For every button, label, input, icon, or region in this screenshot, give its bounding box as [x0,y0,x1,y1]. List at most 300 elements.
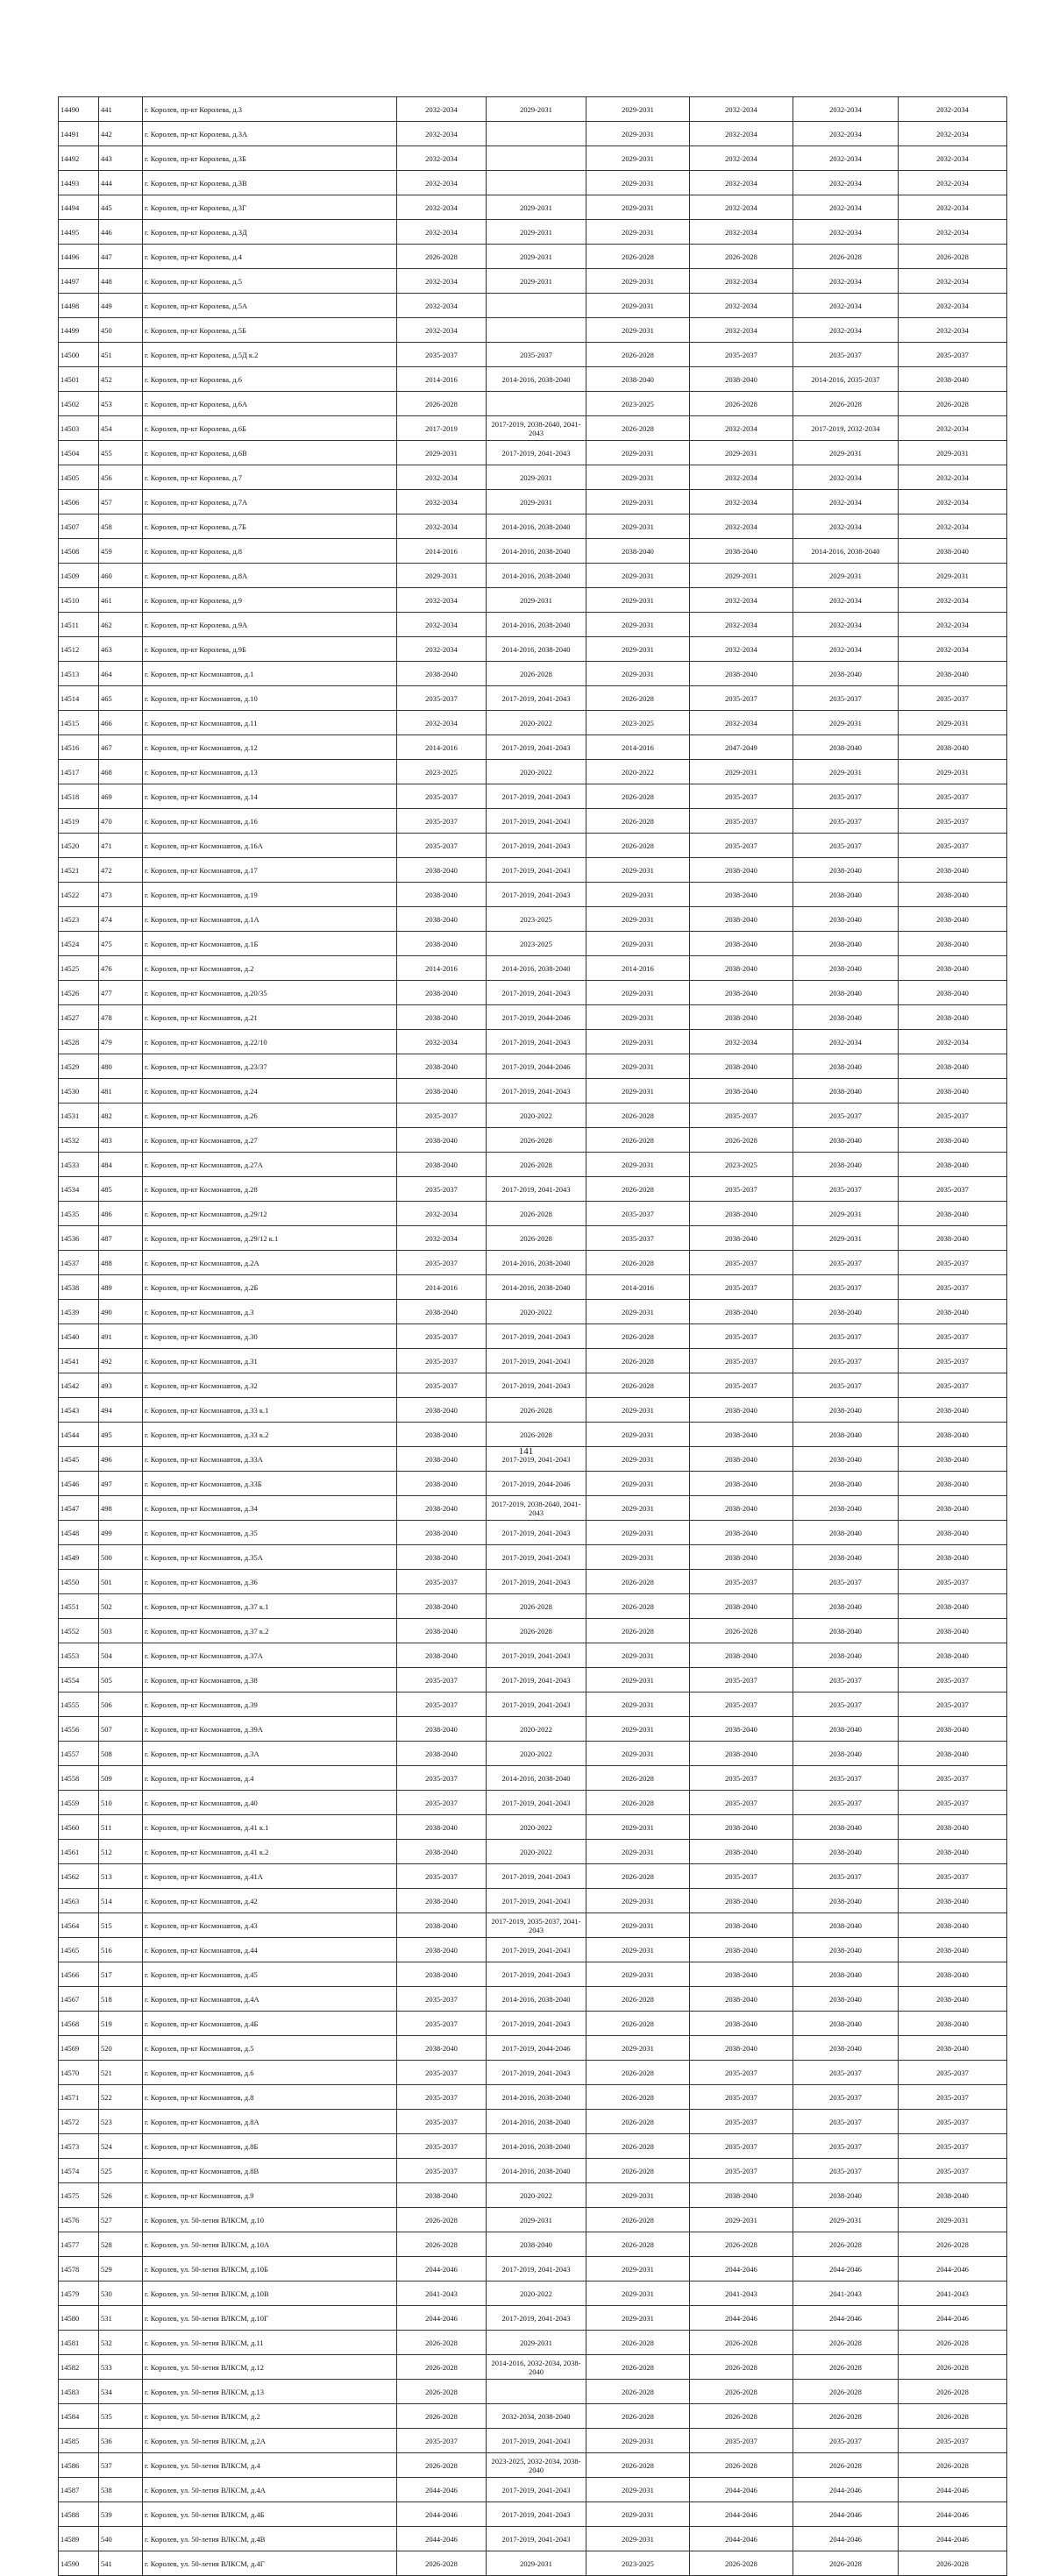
period-cell-5: 2038-2040 [793,981,899,1005]
table-row [59,1913,1007,1938]
address-cell: г. Королев, пр-кт Космонавтов, д.2А [143,1251,397,1275]
period-cell-6: 2035-2037 [899,2429,1007,2453]
period-cell-4: 2038-2040 [690,1447,793,1472]
registry-number-cell: 14553 [59,1643,99,1668]
period-cell-6: 2038-2040 [899,2183,1007,2208]
address-cell: г. Королев, пр-кт Королева, д.3Д [143,220,397,245]
period-cell-6: 2032-2034 [899,514,1007,539]
registry-number-cell: 14502 [59,392,99,416]
period-cell-1: 2038-2040 [397,1521,487,1545]
period-cell-4: 2035-2037 [690,784,793,809]
address-cell: г. Королев, пр-кт Королева, д.9А [143,613,397,637]
period-cell-3: 2029-2031 [586,514,690,539]
period-cell-2: 2014-2016, 2038-2040 [487,367,586,392]
registry-number-cell: 14544 [59,1423,99,1447]
address-cell: г. Королев, пр-кт Королева, д.5Б [143,318,397,343]
period-cell-6: 2038-2040 [899,1815,1007,1840]
period-cell-4: 2047-2049 [690,735,793,760]
address-cell: г. Королев, пр-кт Королева, д.3Б [143,146,397,171]
period-cell-2: 2035-2037 [487,343,586,367]
period-cell-1: 2044-2046 [397,2306,487,2331]
period-cell-6: 2038-2040 [899,883,1007,907]
address-cell: г. Королев, пр-кт Космонавтов, д.12 [143,735,397,760]
period-cell-4: 2032-2034 [690,490,793,514]
address-cell: г. Королев, пр-кт Королева, д.6А [143,392,397,416]
period-cell-2: 2017-2019, 2041-2043 [487,441,586,465]
registry-number-cell: 14589 [59,2527,99,2551]
period-cell-1: 2032-2034 [397,171,487,195]
row-number-cell: 472 [99,858,143,883]
row-number-cell: 442 [99,122,143,146]
period-cell-6: 2032-2034 [899,294,1007,318]
period-cell-5: 2038-2040 [793,1643,899,1668]
period-cell-2: 2017-2019, 2044-2046 [487,1472,586,1496]
period-cell-4: 2026-2028 [690,245,793,269]
table-row [59,1717,1007,1742]
registry-number-cell: 14565 [59,1938,99,1962]
table-row [59,2527,1007,2551]
registry-number-cell: 14573 [59,2134,99,2159]
table-row [59,220,1007,245]
period-cell-6: 2032-2034 [899,490,1007,514]
period-cell-2: 2014-2016, 2038-2040 [487,1251,586,1275]
table-row [59,1153,1007,1177]
period-cell-6: 2032-2034 [899,318,1007,343]
period-cell-2: 2017-2019, 2041-2043 [487,2429,586,2453]
table-row [59,97,1007,122]
row-number-cell: 531 [99,2306,143,2331]
address-cell: г. Королев, пр-кт Космонавтов, д.32 [143,1373,397,1398]
address-cell: г. Королев, пр-кт Космонавтов, д.9 [143,2183,397,2208]
period-cell-5: 2035-2037 [793,1373,899,1398]
address-cell: г. Королев, пр-кт Космонавтов, д.27А [143,1153,397,1177]
period-cell-2: 2014-2016, 2038-2040 [487,1987,586,2012]
period-cell-4: 2026-2028 [690,2232,793,2257]
address-cell: г. Королев, пр-кт Королева, д.7А [143,490,397,514]
period-cell-6: 2029-2031 [899,2208,1007,2232]
period-cell-5: 2014-2016, 2035-2037 [793,367,899,392]
period-cell-4: 2038-2040 [690,1938,793,1962]
period-cell-3: 2029-2031 [586,146,690,171]
period-cell-5: 2038-2040 [793,1521,899,1545]
registry-number-cell: 14518 [59,784,99,809]
row-number-cell: 539 [99,2502,143,2527]
period-cell-4: 2026-2028 [690,2453,793,2478]
period-cell-2: 2017-2019, 2041-2043 [487,1373,586,1398]
period-cell-1: 2026-2028 [397,2331,487,2355]
period-cell-1: 2038-2040 [397,1079,487,1103]
period-cell-1: 2032-2034 [397,1226,487,1251]
period-cell-5: 2029-2031 [793,1202,899,1226]
period-cell-4: 2035-2037 [690,686,793,711]
period-cell-3: 2029-2031 [586,2257,690,2281]
period-cell-4: 2032-2034 [690,514,793,539]
period-cell-1: 2038-2040 [397,1962,487,1987]
address-cell: г. Королев, пр-кт Королева, д.9Б [143,637,397,662]
period-cell-1: 2026-2028 [397,392,487,416]
table-row [59,2355,1007,2380]
period-cell-2: 2017-2019, 2044-2046 [487,1005,586,1030]
period-cell-1: 2044-2046 [397,2502,487,2527]
address-cell: г. Королев, ул. 50-летия ВЛКСМ, д.10 [143,2208,397,2232]
period-cell-4: 2038-2040 [690,1594,793,1619]
period-cell-6: 2035-2037 [899,1864,1007,1889]
period-cell-4: 2035-2037 [690,1177,793,1202]
period-cell-4: 2038-2040 [690,1521,793,1545]
period-cell-3: 2026-2028 [586,1791,690,1815]
table-row [59,1815,1007,1840]
registry-number-cell: 14552 [59,1619,99,1643]
registry-number-cell: 14572 [59,2110,99,2134]
registry-number-cell: 14533 [59,1153,99,1177]
row-number-cell: 443 [99,146,143,171]
period-cell-2: 2032-2034, 2038-2040 [487,2404,586,2429]
address-cell: г. Королев, пр-кт Космонавтов, д.23/37 [143,1054,397,1079]
period-cell-1: 2038-2040 [397,1913,487,1938]
period-cell-6: 2026-2028 [899,392,1007,416]
registry-number-cell: 14584 [59,2404,99,2429]
table-row [59,2085,1007,2110]
period-cell-5: 2038-2040 [793,1447,899,1472]
row-number-cell: 529 [99,2257,143,2281]
registry-number-cell: 14503 [59,416,99,441]
period-cell-1: 2026-2028 [397,2551,487,2576]
registry-number-cell: 14511 [59,613,99,637]
period-cell-3: 2035-2037 [586,1226,690,1251]
period-cell-5: 2035-2037 [793,1766,899,1791]
registry-number-cell: 14515 [59,711,99,735]
period-cell-1: 2035-2037 [397,1791,487,1815]
table-row [59,1275,1007,1300]
period-cell-2: 2017-2019, 2038-2040, 2041-2043 [487,1496,586,1521]
period-cell-3: 2014-2016 [586,956,690,981]
row-number-cell: 475 [99,932,143,956]
period-cell-3: 2026-2028 [586,2331,690,2355]
period-cell-3: 2023-2025 [586,711,690,735]
period-cell-5: 2035-2037 [793,1324,899,1349]
table-row [59,1619,1007,1643]
period-cell-5: 2035-2037 [793,343,899,367]
period-cell-1: 2035-2037 [397,2061,487,2085]
period-cell-1: 2035-2037 [397,2012,487,2036]
period-cell-2: 2029-2031 [487,490,586,514]
period-cell-1: 2038-2040 [397,1300,487,1324]
period-cell-6: 2038-2040 [899,1840,1007,1864]
table-row [59,809,1007,834]
row-number-cell: 447 [99,245,143,269]
period-cell-3: 2029-2031 [586,1030,690,1054]
table-row [59,2551,1007,2576]
period-cell-1: 2038-2040 [397,1153,487,1177]
period-cell-6: 2035-2037 [899,834,1007,858]
period-cell-5: 2026-2028 [793,2380,899,2404]
period-cell-2: 2017-2019, 2041-2043 [487,2257,586,2281]
registry-number-cell: 14516 [59,735,99,760]
period-cell-4: 2035-2037 [690,1275,793,1300]
period-cell-5: 2038-2040 [793,1128,899,1153]
period-cell-4: 2038-2040 [690,1889,793,1913]
period-cell-1: 2038-2040 [397,1447,487,1472]
registry-number-cell: 14493 [59,171,99,195]
period-cell-3: 2014-2016 [586,1275,690,1300]
period-cell-4: 2035-2037 [690,343,793,367]
address-cell: г. Королев, пр-кт Королева, д.3В [143,171,397,195]
period-cell-3: 2029-2031 [586,932,690,956]
period-cell-2: 2017-2019, 2041-2043 [487,1889,586,1913]
period-cell-5: 2038-2040 [793,1962,899,1987]
period-cell-3: 2029-2031 [586,858,690,883]
period-cell-4: 2038-2040 [690,1472,793,1496]
registry-number-cell: 14528 [59,1030,99,1054]
period-cell-2: 2017-2019, 2041-2043 [487,2012,586,2036]
period-cell-4: 2038-2040 [690,1987,793,2012]
period-cell-5: 2038-2040 [793,883,899,907]
period-cell-2: 2017-2019, 2044-2046 [487,1054,586,1079]
period-cell-2: 2029-2031 [487,2331,586,2355]
period-cell-3: 2029-2031 [586,1496,690,1521]
address-cell: г. Королев, ул. 50-летия ВЛКСМ, д.10Б [143,2257,397,2281]
row-number-cell: 493 [99,1373,143,1398]
period-cell-6: 2032-2034 [899,195,1007,220]
period-cell-6: 2038-2040 [899,539,1007,564]
address-cell: г. Королев, пр-кт Космонавтов, д.2Б [143,1275,397,1300]
address-cell: г. Королев, пр-кт Королева, д.7 [143,465,397,490]
period-cell-3: 2026-2028 [586,686,690,711]
address-cell: г. Королев, пр-кт Космонавтов, д.41 к.2 [143,1840,397,1864]
period-cell-6: 2041-2043 [899,2281,1007,2306]
period-cell-2: 2020-2022 [487,1300,586,1324]
row-number-cell: 490 [99,1300,143,1324]
period-cell-2: 2017-2019, 2041-2043 [487,784,586,809]
period-cell-5: 2038-2040 [793,1815,899,1840]
registry-number-cell: 14522 [59,883,99,907]
period-cell-2: 2017-2019, 2041-2043 [487,2306,586,2331]
address-cell: г. Королев, пр-кт Королева, д.5 [143,269,397,294]
period-cell-2: 2026-2028 [487,1153,586,1177]
table-row [59,1202,1007,1226]
period-cell-3: 2029-2031 [586,1423,690,1447]
row-number-cell: 480 [99,1054,143,1079]
period-cell-6: 2032-2034 [899,146,1007,171]
row-number-cell: 496 [99,1447,143,1472]
period-cell-3: 2026-2028 [586,1594,690,1619]
row-number-cell: 517 [99,1962,143,1987]
period-cell-6: 2032-2034 [899,465,1007,490]
address-cell: г. Королев, ул. 50-летия ВЛКСМ, д.10А [143,2232,397,2257]
period-cell-4: 2035-2037 [690,1668,793,1692]
period-cell-1: 2038-2040 [397,883,487,907]
period-cell-5: 2038-2040 [793,735,899,760]
period-cell-6: 2032-2034 [899,637,1007,662]
table-row [59,1177,1007,1202]
period-cell-4: 2038-2040 [690,1815,793,1840]
period-cell-2: 2029-2031 [487,269,586,294]
row-number-cell: 538 [99,2478,143,2502]
period-cell-5: 2038-2040 [793,1472,899,1496]
address-cell: г. Королев, пр-кт Космонавтов, д.1 [143,662,397,686]
address-cell: г. Королев, пр-кт Космонавтов, д.45 [143,1962,397,1987]
registry-number-cell: 14541 [59,1349,99,1373]
period-cell-4: 2038-2040 [690,1717,793,1742]
period-cell-1: 2032-2034 [397,1202,487,1226]
period-cell-5: 2029-2031 [793,2208,899,2232]
period-cell-6: 2038-2040 [899,1226,1007,1251]
period-cell-4: 2035-2037 [690,1692,793,1717]
period-cell-6: 2026-2028 [899,245,1007,269]
registry-number-cell: 14561 [59,1840,99,1864]
registry-number-cell: 14564 [59,1913,99,1938]
period-cell-4: 2038-2040 [690,1962,793,1987]
period-cell-4: 2038-2040 [690,662,793,686]
period-cell-1: 2032-2034 [397,269,487,294]
registry-number-cell: 14550 [59,1570,99,1594]
period-cell-3: 2029-2031 [586,2429,690,2453]
row-number-cell: 497 [99,1472,143,1496]
period-cell-6: 2029-2031 [899,711,1007,735]
period-cell-2: 2017-2019, 2041-2043 [487,1791,586,1815]
table-row [59,343,1007,367]
address-cell: г. Королев, ул. 50-летия ВЛКСМ, д.4Б [143,2502,397,2527]
period-cell-5: 2035-2037 [793,1570,899,1594]
period-cell-5: 2032-2034 [793,514,899,539]
row-number-cell: 462 [99,613,143,637]
period-cell-5: 2044-2046 [793,2257,899,2281]
row-number-cell: 521 [99,2061,143,2085]
period-cell-3: 2029-2031 [586,465,690,490]
period-cell-3: 2029-2031 [586,2527,690,2551]
period-cell-3: 2029-2031 [586,2036,690,2061]
period-cell-5: 2038-2040 [793,2012,899,2036]
period-cell-1: 2032-2034 [397,220,487,245]
row-number-cell: 536 [99,2429,143,2453]
row-number-cell: 533 [99,2355,143,2380]
address-cell: г. Королев, пр-кт Космонавтов, д.35А [143,1545,397,1570]
registry-number-cell: 14524 [59,932,99,956]
row-number-cell: 535 [99,2404,143,2429]
period-cell-6: 2038-2040 [899,1202,1007,1226]
period-cell-1: 2035-2037 [397,1373,487,1398]
period-cell-3: 2029-2031 [586,2183,690,2208]
period-cell-2: 2026-2028 [487,1128,586,1153]
period-cell-4: 2038-2040 [690,956,793,981]
registry-number-cell: 14557 [59,1742,99,1766]
registry-number-cell: 14547 [59,1496,99,1521]
period-cell-3: 2026-2028 [586,1373,690,1398]
period-cell-6: 2035-2037 [899,784,1007,809]
period-cell-4: 2029-2031 [690,2208,793,2232]
period-cell-2: 2029-2031 [487,195,586,220]
row-number-cell: 491 [99,1324,143,1349]
period-cell-3: 2026-2028 [586,2404,690,2429]
period-cell-5: 2035-2037 [793,1177,899,1202]
row-number-cell: 444 [99,171,143,195]
address-cell: г. Королев, пр-кт Космонавтов, д.41А [143,1864,397,1889]
period-cell-6: 2035-2037 [899,2061,1007,2085]
period-cell-6: 2026-2028 [899,2551,1007,2576]
period-cell-3: 2029-2031 [586,1962,690,1987]
period-cell-3: 2026-2028 [586,1766,690,1791]
period-cell-3: 2029-2031 [586,637,690,662]
address-cell: г. Королев, пр-кт Космонавтов, д.11 [143,711,397,735]
registry-number-cell: 14520 [59,834,99,858]
period-cell-1: 2032-2034 [397,195,487,220]
row-number-cell: 473 [99,883,143,907]
address-cell: г. Королев, пр-кт Космонавтов, д.14 [143,784,397,809]
registry-number-cell: 14490 [59,97,99,122]
period-cell-1: 2032-2034 [397,97,487,122]
period-cell-4: 2023-2025 [690,1153,793,1177]
period-cell-1: 2044-2046 [397,2257,487,2281]
period-cell-6: 2038-2040 [899,1447,1007,1472]
registry-number-cell: 14551 [59,1594,99,1619]
period-cell-3: 2029-2031 [586,564,690,588]
period-cell-3: 2026-2028 [586,1619,690,1643]
period-cell-1: 2038-2040 [397,1054,487,1079]
period-cell-4: 2035-2037 [690,2429,793,2453]
row-number-cell: 482 [99,1103,143,1128]
period-cell-1: 2038-2040 [397,1840,487,1864]
address-cell: г. Королев, ул. 50-летия ВЛКСМ, д.4 [143,2453,397,2478]
table-row [59,637,1007,662]
registry-number-cell: 14588 [59,2502,99,2527]
registry-number-cell: 14540 [59,1324,99,1349]
table-row [59,490,1007,514]
period-cell-4: 2032-2034 [690,613,793,637]
period-cell-2: 2029-2031 [487,465,586,490]
table-row [59,2061,1007,2085]
period-cell-3: 2026-2028 [586,2232,690,2257]
period-cell-4: 2038-2040 [690,1226,793,1251]
row-number-cell: 452 [99,367,143,392]
period-cell-1: 2044-2046 [397,2527,487,2551]
period-cell-6: 2038-2040 [899,907,1007,932]
period-cell-5: 2035-2037 [793,1349,899,1373]
table-row [59,1791,1007,1815]
period-cell-1: 2038-2040 [397,907,487,932]
period-cell-3: 2038-2040 [586,539,690,564]
period-cell-3: 2026-2028 [586,1864,690,1889]
period-cell-6: 2035-2037 [899,2110,1007,2134]
address-cell: г. Королев, пр-кт Космонавтов, д.35 [143,1521,397,1545]
row-number-cell: 476 [99,956,143,981]
period-cell-2: 2017-2019, 2038-2040, 2041-2043 [487,416,586,441]
period-cell-2: 2020-2022 [487,760,586,784]
registry-number-cell: 14517 [59,760,99,784]
address-cell: г. Королев, пр-кт Королева, д.3 [143,97,397,122]
period-cell-6: 2032-2034 [899,97,1007,122]
address-cell: г. Королев, пр-кт Космонавтов, д.21 [143,1005,397,1030]
period-cell-6: 2026-2028 [899,2331,1007,2355]
period-cell-1: 2014-2016 [397,539,487,564]
table-row [59,1692,1007,1717]
period-cell-6: 2035-2037 [899,2134,1007,2159]
period-cell-4: 2035-2037 [690,1864,793,1889]
period-cell-2: 2026-2028 [487,1619,586,1643]
table-row [59,711,1007,735]
period-cell-5: 2035-2037 [793,784,899,809]
table-row [59,514,1007,539]
table-row [59,1496,1007,1521]
address-cell: г. Королев, пр-кт Космонавтов, д.4 [143,1766,397,1791]
table-row [59,2232,1007,2257]
address-cell: г. Королев, пр-кт Космонавтов, д.2 [143,956,397,981]
period-cell-6: 2038-2040 [899,1962,1007,1987]
period-cell-1: 2032-2034 [397,613,487,637]
address-cell: г. Королев, ул. 50-летия ВЛКСМ, д.4А [143,2478,397,2502]
period-cell-4: 2032-2034 [690,146,793,171]
period-cell-4: 2026-2028 [690,2404,793,2429]
address-cell: г. Королев, пр-кт Космонавтов, д.27 [143,1128,397,1153]
